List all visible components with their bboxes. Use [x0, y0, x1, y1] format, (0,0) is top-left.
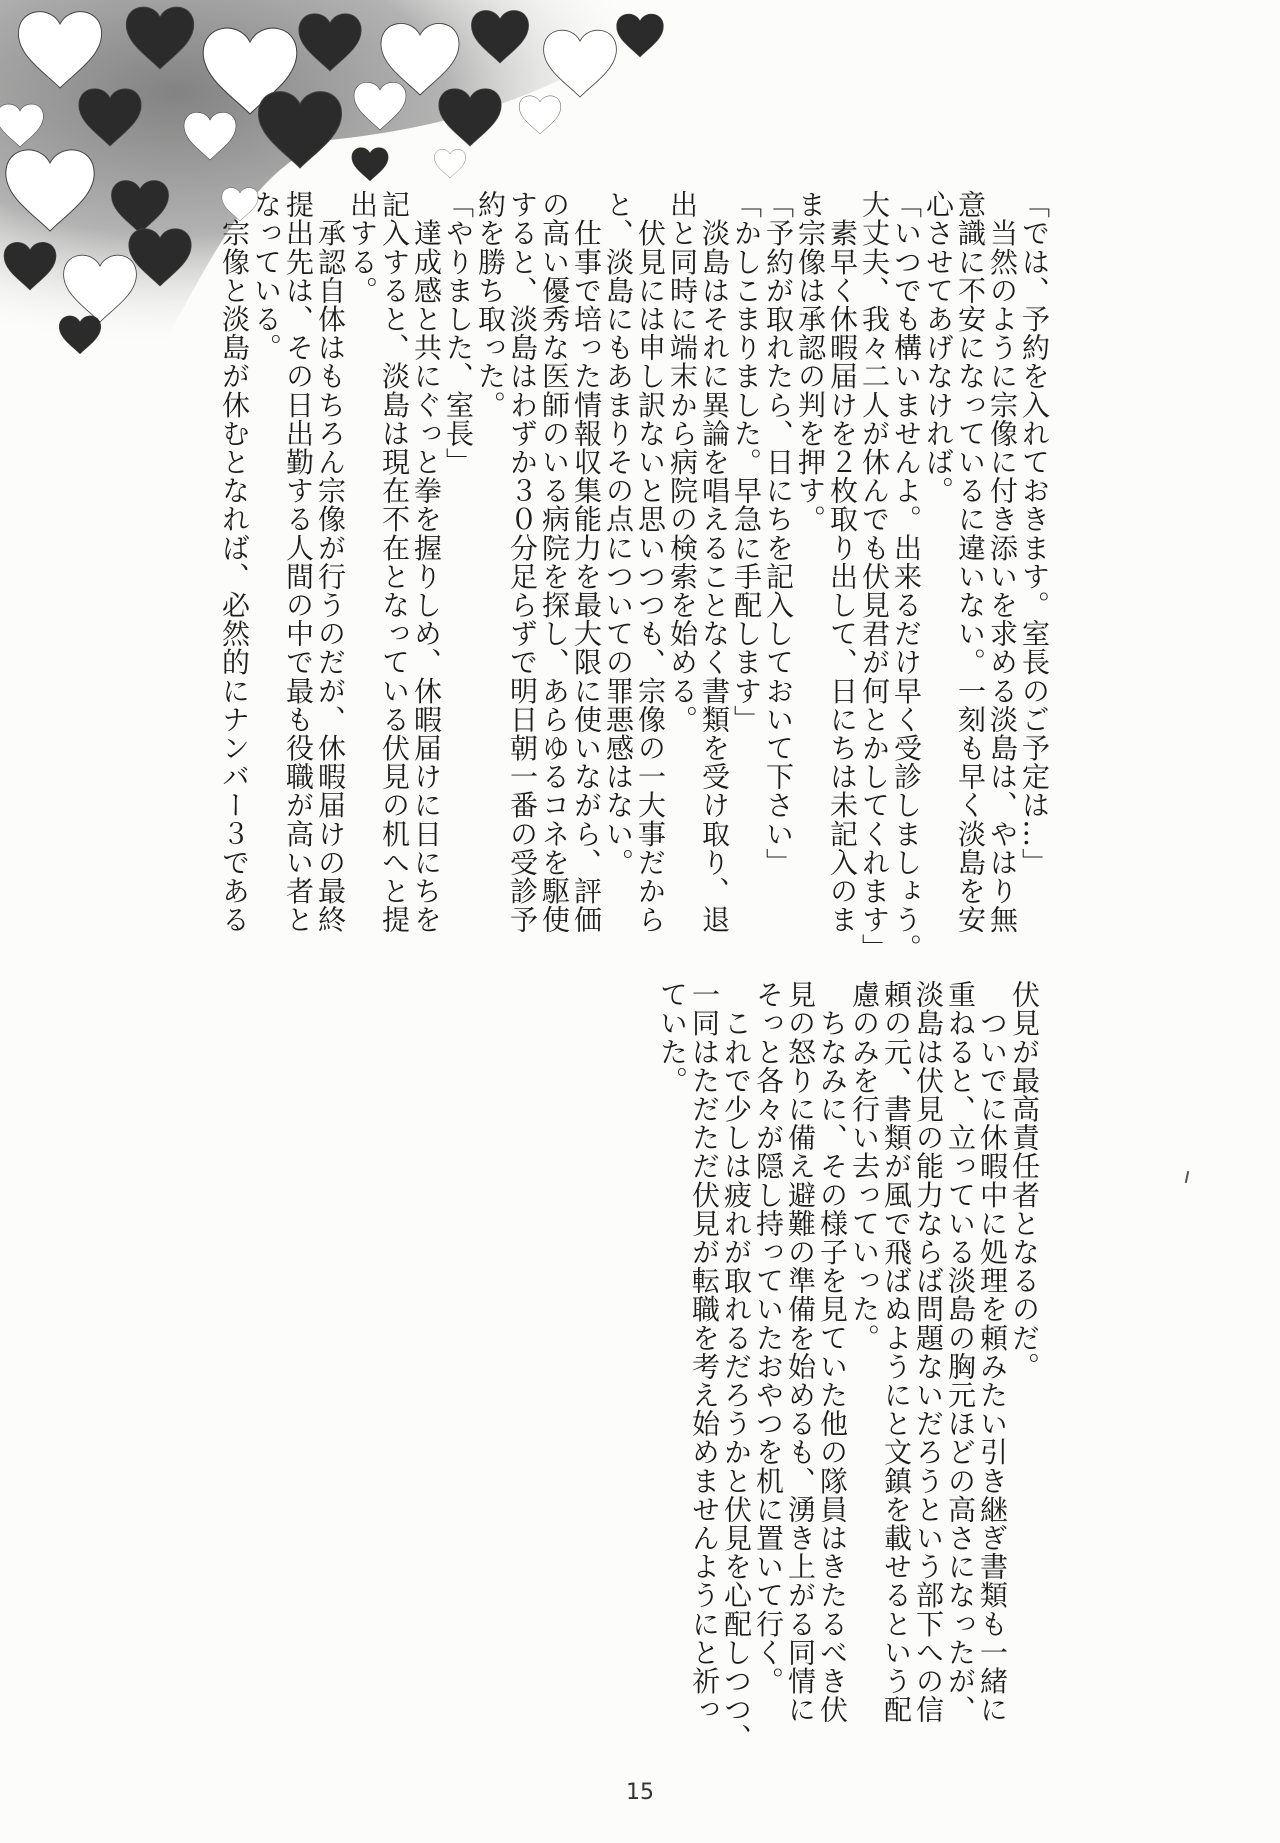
text-line: 淡島はそれに異論を唱えることなく書類を受け取り、退 — [698, 190, 731, 934]
text-line: 見の怒りに備え避難の準備を始めるも、湧き上がる同情に — [784, 980, 817, 1724]
heart-icon — [617, 14, 664, 57]
text-line: なっている。 — [250, 190, 283, 362]
text-line: 提出先は、その日出勤する人間の中で最も役職が高い者と — [282, 190, 315, 934]
text-line: ま宗像は承認の判を押す。 — [794, 190, 827, 534]
text-line: 伏見が最高責任者となるのだ。 — [1008, 980, 1041, 1381]
text-line: の高い優秀な医師のいる病院を探し、あらゆるコネを駆使 — [538, 190, 571, 934]
text-line: これで少しは疲れが取れるだろうかと伏見を心配しつつ、 — [720, 980, 753, 1753]
text-line: 大丈夫、我々二人が休んでも伏見君が何とかしてくれます」 — [858, 190, 891, 963]
scan-speck — [1185, 1171, 1189, 1183]
text-line: ちなみに、その様子を見ていた他の隊員はきたるべき伏 — [816, 980, 849, 1724]
heart-icon — [439, 89, 501, 146]
text-line: ていた。 — [656, 980, 689, 1095]
heart-icon — [544, 30, 617, 97]
text-line: 宗像と淡島が休むとなれば、必然的にナンバー３である — [218, 190, 251, 934]
text-line: そっと各々が隠し持っていたおやつを机に置いて行く。 — [752, 980, 785, 1695]
text-line: ついでに休暇中に処理を頼みたい引き継ぎ書類も一緒に — [976, 980, 1009, 1724]
text-line: 記入すると、淡島は現在不在となっている伏見の机へと提 — [378, 190, 411, 934]
text-line: すると、淡島はわずか３０分足らずで明日朝一番の受診予 — [506, 190, 539, 934]
text-line: 淡島は伏見の能力ならば問題ないだろうという部下への信 — [912, 980, 945, 1724]
text-line: 「やりました、室長」 — [442, 190, 475, 476]
text-line: 「いつでも構いませんよ。出来るだけ早く受診しましょう。 — [890, 190, 923, 963]
text-line: 出と同時に端末から病院の検索を始める。 — [666, 190, 699, 734]
text-line: と、淡島にもあまりその点についての罪悪感はない。 — [602, 190, 635, 877]
text-line: 約を勝ち取った。 — [474, 190, 507, 419]
text-line: 承認自体はもちろん宗像が行うのだが、休暇届けの最終 — [314, 190, 347, 934]
page-number: 15 — [626, 1780, 654, 1805]
text-line: 「予約が取れたら、日にちを記入しておいて下さい」 — [762, 190, 795, 877]
heart-icon — [434, 149, 465, 178]
text-line: 一同はただただ伏見が転職を考え始めませんようにと祈っ — [688, 980, 721, 1724]
text-line: 出する。 — [346, 190, 379, 305]
text-line: 当然のように宗像に付き添いを求める淡島は、やはり無 — [986, 190, 1019, 934]
text-line: 重ねると、立っている淡島の胸元ほどの高さになったが、 — [944, 980, 977, 1724]
text-line: 伏見には申し訳ないと思いつつも、宗像の一大事だから — [634, 190, 667, 934]
text-line: 心させてあげなければ。 — [922, 190, 955, 505]
heart-icon — [352, 148, 388, 181]
heart-icon — [519, 96, 561, 134]
text-line: 意識に不安になっているに違いない。一刻も早く淡島を安 — [954, 190, 987, 934]
text-line: 達成感と共にぐっと拳を握りしめ、休暇届けに日にちを — [410, 190, 443, 934]
text-column-top — [218, 190, 1051, 963]
text-line: 慮のみを行い去っていった。 — [848, 980, 881, 1352]
text-line: 頼の元、書類が風で飛ばぬようにと文鎮を載せるという配 — [880, 980, 913, 1724]
text-line: 「かしこまりました。早急に手配します」 — [730, 190, 763, 734]
text-line: 「では、予約を入れておきます。室長のご予定は…」 — [1018, 190, 1051, 877]
text-line: 素早く休暇届けを２枚取り出して、日にちは未記入のま — [826, 190, 859, 934]
text-column-bottom — [656, 980, 1041, 1753]
text-line: 仕事で培った情報収集能力を最大限に使いながら、評価 — [570, 190, 603, 934]
